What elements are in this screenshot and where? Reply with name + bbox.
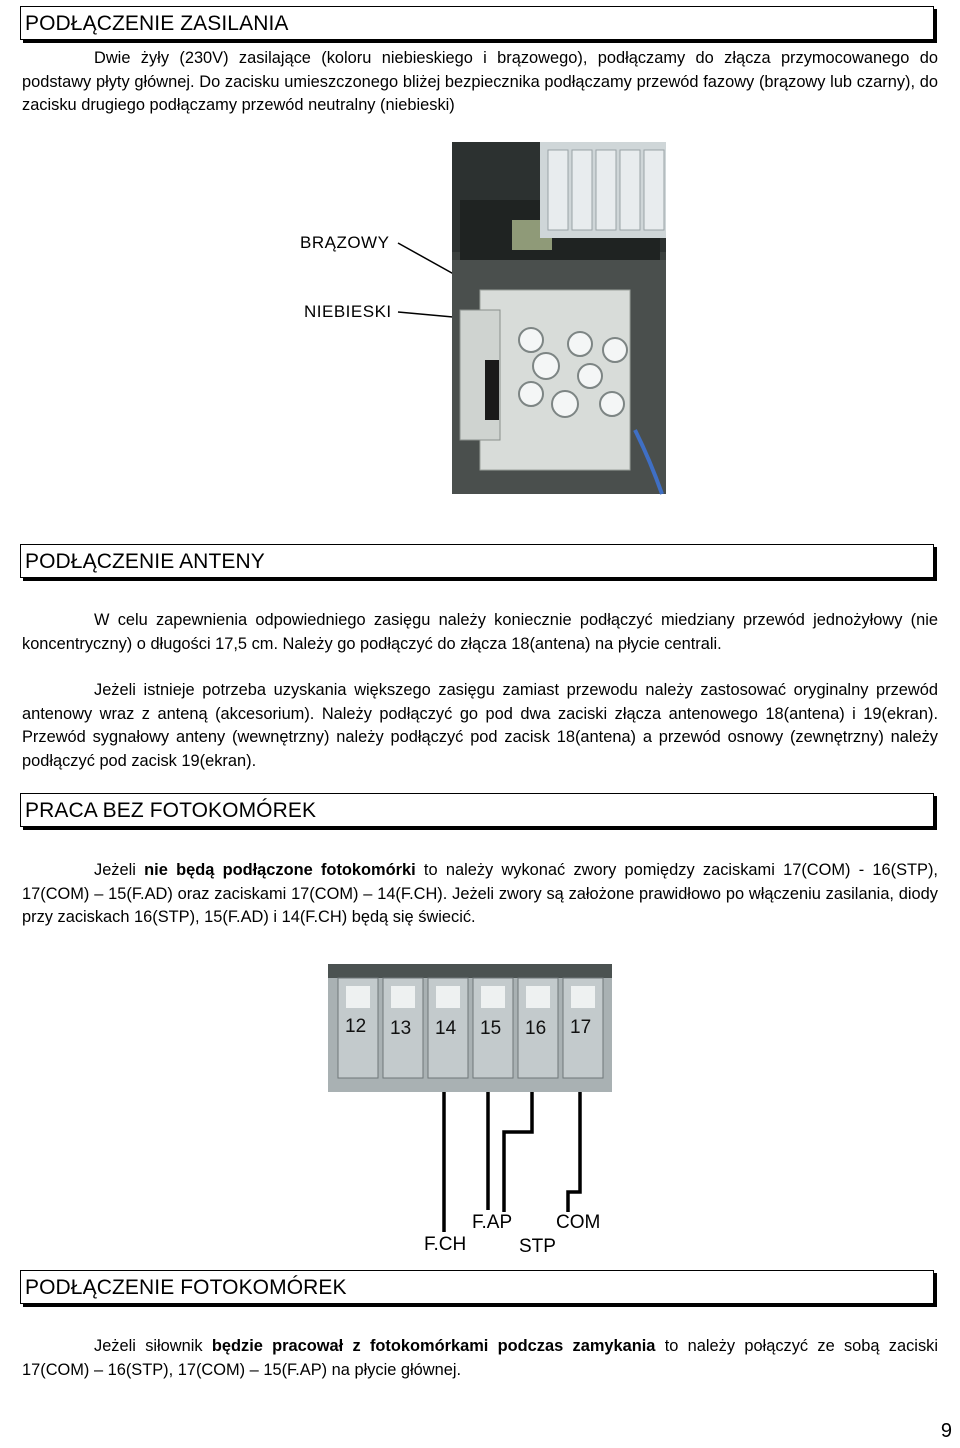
label-brazowy: BRĄZOWY <box>300 233 390 252</box>
section-title: PRACA BEZ FOTOKOMÓREK <box>25 799 317 822</box>
section-title: PODŁĄCZENIE ANTENY <box>25 550 265 573</box>
antena-paragraph-1: W celu zapewnienia odpowiedniego zasięgu należy koniecznie podłączyć miedziany przewód jednożyłowy (nie koncentryczny) o długości 17,5 cm. Należy go podłączyć do złącza 18(antena) na płycie centrali. <box>22 611 938 653</box>
section-header-praca <box>20 793 934 827</box>
fotokomorki-paragraph <box>22 1335 938 1382</box>
terminal-label-17: 17 <box>570 1017 592 1038</box>
praca-text-1: Jeżeli <box>94 861 145 879</box>
fotokomorki-text-1: Jeżeli siłownik <box>94 1337 212 1355</box>
page-number: 9 <box>940 1420 952 1442</box>
terminal-label-12: 12 <box>345 1016 367 1037</box>
wire-label-com: COM <box>556 1212 601 1233</box>
wire-label-fap: F.AP <box>472 1212 513 1233</box>
praca-paragraph <box>22 859 938 930</box>
wire-label-stp: STP <box>519 1236 556 1257</box>
section-title: PODŁĄCZENIE FOTOKOMÓREK <box>25 1276 347 1299</box>
power-connector-photo <box>290 140 666 496</box>
antena-paragraph-2: Jeżeli istnieje potrzeba uzyskania większego zasięgu zamiast przewodu należy zastosować oryginalny przewód antenowy wraz z anteną (akcesorium). Należy podłączyć go pod dwa zaciski złącza antenowego 18(antena) i 19(ekran). Przewód sygnałowy anteny (wewnętrzny) należy podłączyć pod zacisk 18(antena) a przewód osnowy (zewnętrzny) należy podłączyć pod zacisk 19(ekran). <box>22 681 938 770</box>
section-header-zasilanie <box>20 6 934 40</box>
label-niebieski: NIEBIESKI <box>304 302 392 321</box>
zasilanie-paragraph: Dwie żyły (230V) zasilające (koloru niebieskiego i brązowego), podłączamy do złącza przymocowanego do podstawy płyty głównej. Do zacisku umieszczonego bliżej bezpiecznika podłączamy przewód fazowy (brązowy lub czarny), do zacisku drugiego podłączamy przewód neutralny (niebieski) <box>22 49 938 115</box>
fotokomorki-bold: będzie pracował z fotokomórkami podczas zamykania <box>211 1337 656 1355</box>
terminal-label-13: 13 <box>390 1018 412 1039</box>
section-header-antena <box>20 544 934 578</box>
praca-bold: nie będą podłączone fotokomórki <box>144 861 416 879</box>
terminal-label-15: 15 <box>480 1018 502 1039</box>
fotokomorki-text-2: to należy połączyć ze sobą zaciski 17(COM) – 16(STP), 17(COM) – 15(F.AP) na płycie głównej. <box>22 1337 938 1379</box>
terminal-label-14: 14 <box>435 1018 457 1039</box>
praca-text-2: to należy wykonać zwory pomiędzy zaciskami 17(COM) - 16(STP), 17(COM) – 15(F.AD) oraz zaciskami 17(COM) – 14(F.CH). Jeżeli zwory są założone prawidłowo po włączeniu zasilania, diody przy zaciskach 16(STP), 15(F.AD) i 14(F.CH) będą się świecić. <box>22 861 938 927</box>
section-header-fotokomorki <box>20 1270 934 1304</box>
terminal-block-photo <box>328 964 612 1092</box>
section-title: PODŁĄCZENIE ZASILANIA <box>25 12 289 35</box>
wire-label-fch: F.CH <box>424 1234 467 1255</box>
terminal-label-16: 16 <box>525 1018 547 1039</box>
